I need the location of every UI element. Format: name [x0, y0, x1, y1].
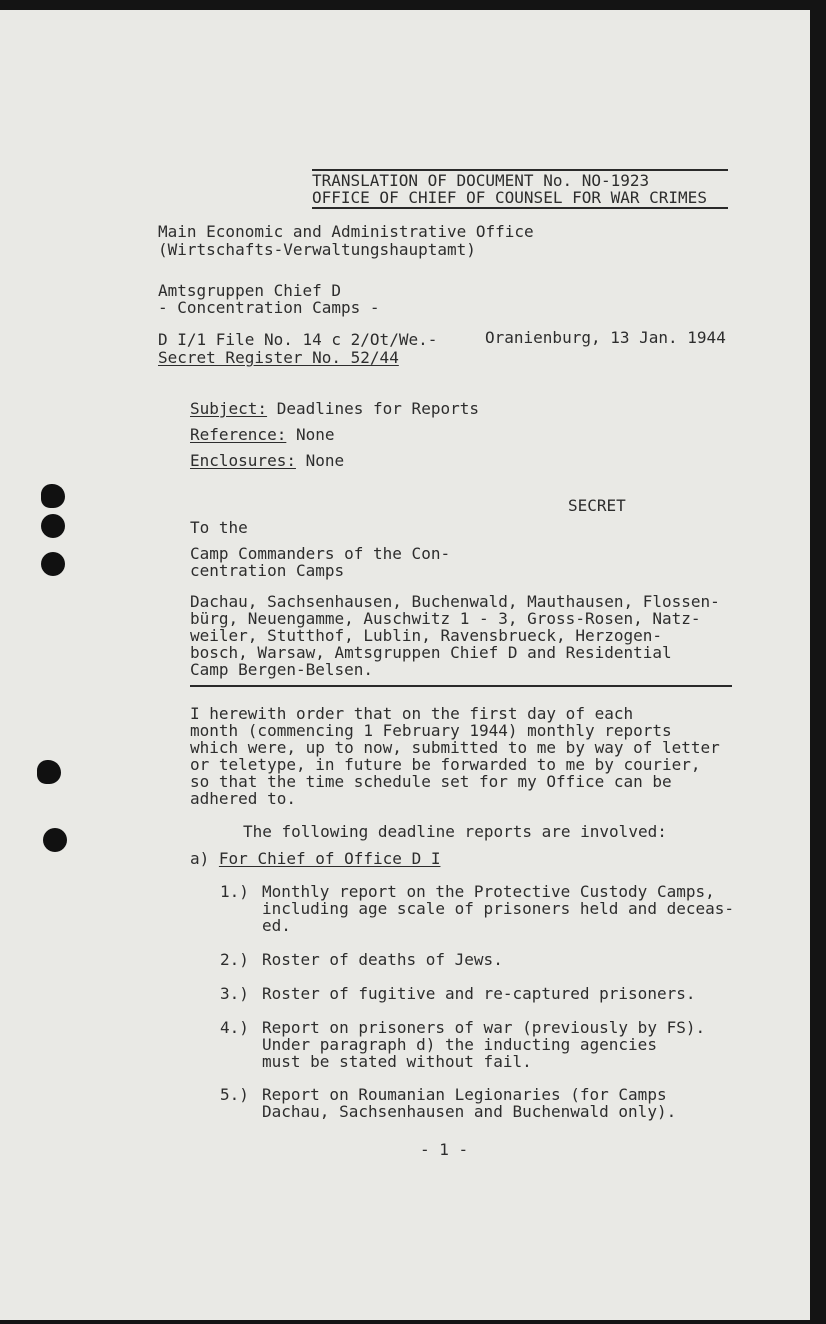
section-a-marker: a) [190, 849, 219, 868]
camp-list-line: weiler, Stutthof, Lublin, Ravensbrueck, Herzogen- [190, 626, 663, 645]
item-5-line: Report on Roumanian Legionaries (for Camps [262, 1085, 667, 1104]
punch-hole-icon [41, 514, 65, 538]
item-5-number: 5.) [220, 1085, 249, 1104]
item-1-line: ed. [262, 916, 291, 935]
item-1-number: 1.) [220, 882, 249, 901]
reference-value: None [286, 425, 335, 444]
sender-office-name: Main Economic and Administrative Office [158, 222, 534, 241]
intro-line: or teletype, in future be forwarded to me by courier, [190, 755, 701, 774]
header-bottom-rule [312, 207, 728, 209]
addressee-line-2: centration Camps [190, 561, 345, 580]
intro-line: so that the time schedule set for my Office can be [190, 772, 672, 791]
page-number: - 1 - [420, 1140, 469, 1159]
document-page [0, 10, 810, 1320]
sender-amtsgruppe: Amtsgruppen Chief D [158, 281, 342, 300]
item-2-number: 2.) [220, 950, 249, 969]
subject-label: Subject: [190, 399, 268, 418]
punch-hole-icon [43, 828, 67, 852]
punch-hole-icon [41, 552, 65, 576]
item-1-line: including age scale of prisoners held and deceas- [262, 899, 735, 918]
camp-list-line: bosch, Warsaw, Amtsgruppen Chief D and Residential [190, 643, 672, 662]
following-reports-line: The following deadline reports are involved: [243, 822, 667, 841]
intro-line: adhered to. [190, 789, 296, 808]
punch-hole-icon [41, 484, 65, 508]
reference-line [190, 427, 335, 443]
classification-secret: SECRET [568, 496, 626, 515]
place-date: Oranienburg, 13 Jan. 1944 [485, 328, 726, 347]
intro-line: I herewith order that on the first day of each [190, 704, 634, 723]
punch-hole-icon [37, 760, 61, 784]
item-2-line: Roster of deaths of Jews. [262, 950, 503, 969]
reference-label: Reference: [190, 425, 287, 444]
item-4-line: Under paragraph d) the inducting agencies [262, 1035, 657, 1054]
section-a-title: For Chief of Office D I [218, 849, 441, 868]
camp-list-line: Dachau, Sachsenhausen, Buchenwald, Mauthausen, Flossen- [190, 592, 720, 611]
camp-list-line: Camp Bergen-Belsen. [190, 660, 374, 679]
secret-register: Secret Register No. 52/44 [158, 348, 399, 367]
section-a-heading [190, 851, 440, 867]
item-3-line: Roster of fugitive and re-captured prisoners. [262, 984, 696, 1003]
sender-department: - Concentration Camps - [158, 298, 380, 317]
subject-line [190, 401, 479, 417]
file-number: D I/1 File No. 14 c 2/Ot/We.- [158, 330, 438, 349]
item-4-line: Report on prisoners of war (previously by FS). [262, 1018, 706, 1037]
addressee-to: To the [190, 518, 248, 537]
enclosures-line [190, 453, 344, 469]
intro-line: month (commencing 1 February 1944) monthly reports [190, 721, 672, 740]
header-office-line: OFFICE OF CHIEF OF COUNSEL FOR WAR CRIMES [312, 188, 707, 207]
item-1-line: Monthly report on the Protective Custody Camps, [262, 882, 715, 901]
subject-value: Deadlines for Reports [267, 399, 479, 418]
sender-office-german: (Wirtschafts-Verwaltungshauptamt) [158, 240, 476, 259]
item-4-line: must be stated without fail. [262, 1052, 532, 1071]
camp-list-line: bürg, Neuengamme, Auschwitz 1 - 3, Gross-Rosen, Natz- [190, 609, 701, 628]
separator-rule [190, 685, 732, 687]
item-3-number: 3.) [220, 984, 249, 1003]
intro-line: which were, up to now, submitted to me by way of letter [190, 738, 720, 757]
enclosures-label: Enclosures: [190, 451, 296, 470]
enclosures-value: None [295, 451, 345, 470]
header-translation-line: TRANSLATION OF DOCUMENT No. NO-1923 [312, 171, 650, 190]
item-5-line: Dachau, Sachsenhausen and Buchenwald only). [262, 1102, 677, 1121]
addressee-line-1: Camp Commanders of the Con- [190, 544, 451, 563]
item-4-number: 4.) [220, 1018, 249, 1037]
